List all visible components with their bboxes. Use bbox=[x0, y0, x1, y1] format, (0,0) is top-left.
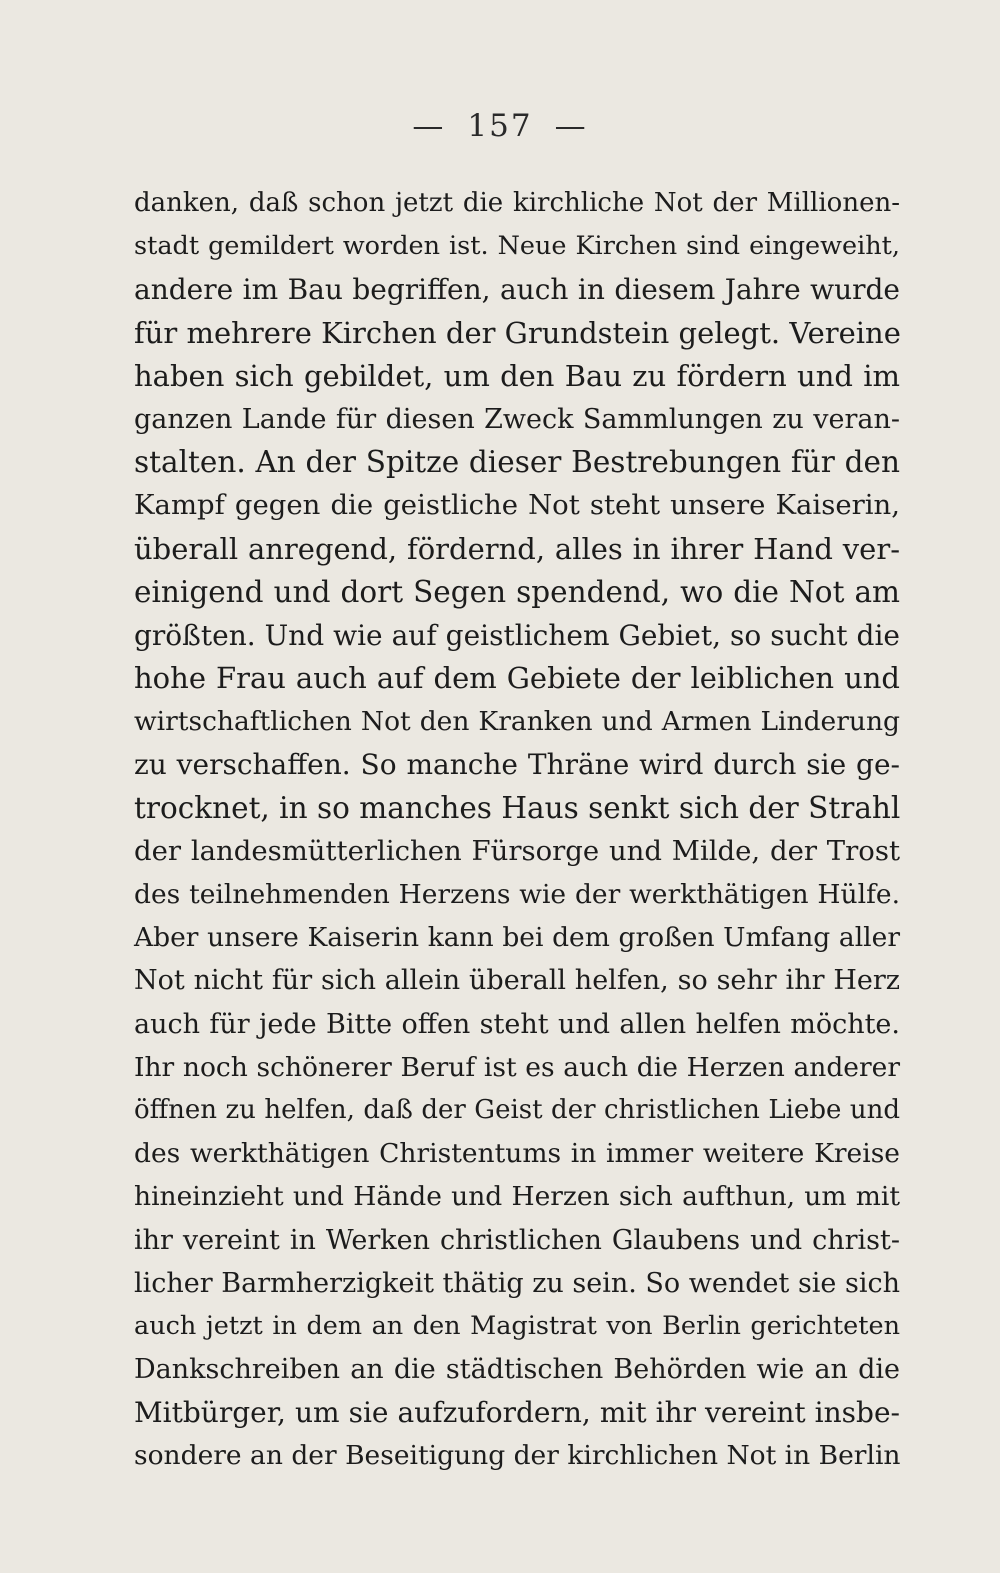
text-line: wirtschaftlichen Not den Kranken und Armen Linderung bbox=[134, 706, 900, 738]
text-line: andere im Bau begriffen, auch in diesem Jahre wurde bbox=[134, 273, 900, 307]
text-line: danken, daß schon jetzt die kirchliche Not der Millionen- bbox=[134, 188, 900, 218]
text-line: Not nicht für sich allein überall helfen, so sehr ihr Herz bbox=[134, 965, 900, 997]
text-line: auch jetzt in dem an den Magistrat von Berlin gerichteten bbox=[134, 1310, 900, 1341]
text-line: stadt gemildert worden ist. Neue Kirchen sind eingeweiht, bbox=[134, 231, 900, 262]
text-line: licher Barmherzigkeit thätig zu sein. So wendet sie sich bbox=[134, 1267, 900, 1299]
text-line: hohe Frau auch auf dem Gebiete der leiblichen und bbox=[134, 661, 900, 696]
text-line: zu verschaffen. So manche Thräne wird durch sie ge- bbox=[134, 748, 900, 782]
text-line: trocknet, in so manches Haus senkt sich der Strahl bbox=[134, 790, 901, 825]
text-line: Ihr noch schönerer Beruf ist es auch die Herzen anderer bbox=[134, 1051, 900, 1083]
text-line: stalten. An der Spitze dieser Bestrebungen für den bbox=[134, 445, 900, 480]
text-line: überall anregend, fördernd, alles in ihrer Hand ver- bbox=[134, 531, 900, 566]
text-line: haben sich gebildet, um den Bau zu fördern und im bbox=[134, 358, 900, 393]
text-line: einigend und dort Segen spendend, wo die Not am bbox=[134, 574, 900, 609]
text-line: Dankschreiben an die städtischen Behörden wie an die bbox=[134, 1354, 900, 1386]
page-header bbox=[0, 108, 1000, 144]
text-line: sondere an der Beseitigung der kirchlichen Not in Berlin bbox=[134, 1440, 901, 1472]
text-line: Mitbürger, um sie aufzufordern, mit ihr vereint insbe- bbox=[134, 1396, 900, 1430]
text-line: ganzen Lande für diesen Zweck Sammlungen zu veran- bbox=[134, 403, 900, 435]
text-line: hineinzieht und Hände und Herzen sich aufthun, um mit bbox=[134, 1181, 900, 1213]
text-line: Aber unsere Kaiserin kann bei dem großen Umfang aller bbox=[134, 922, 900, 954]
body-text bbox=[134, 182, 900, 1478]
header-dash-right: — bbox=[554, 108, 588, 144]
text-line: für mehrere Kirchen der Grundstein gelegt. Vereine bbox=[134, 315, 901, 350]
text-line: ihr vereint in Werken christlichen Glaubens und christ- bbox=[134, 1224, 900, 1256]
text-line: des werkthätigen Christentums in immer weitere Kreise bbox=[134, 1138, 900, 1170]
page-number: 157 bbox=[467, 108, 533, 144]
text-line: des teilnehmenden Herzens wie der werkthätigen Hülfe. bbox=[134, 879, 900, 910]
text-line: größten. Und wie auf geistlichem Gebiet, so sucht die bbox=[134, 618, 900, 652]
text-line: Kampf gegen die geistliche Not steht unsere Kaiserin, bbox=[134, 489, 900, 522]
text-line: der landesmütterlichen Fürsorge und Milde, der Trost bbox=[134, 834, 900, 867]
header-dash-left: — bbox=[412, 108, 446, 144]
text-line: auch für jede Bitte offen steht und allen helfen möchte. bbox=[134, 1008, 900, 1040]
text-line: öffnen zu helfen, daß der Geist der christlichen Liebe und bbox=[134, 1094, 900, 1125]
